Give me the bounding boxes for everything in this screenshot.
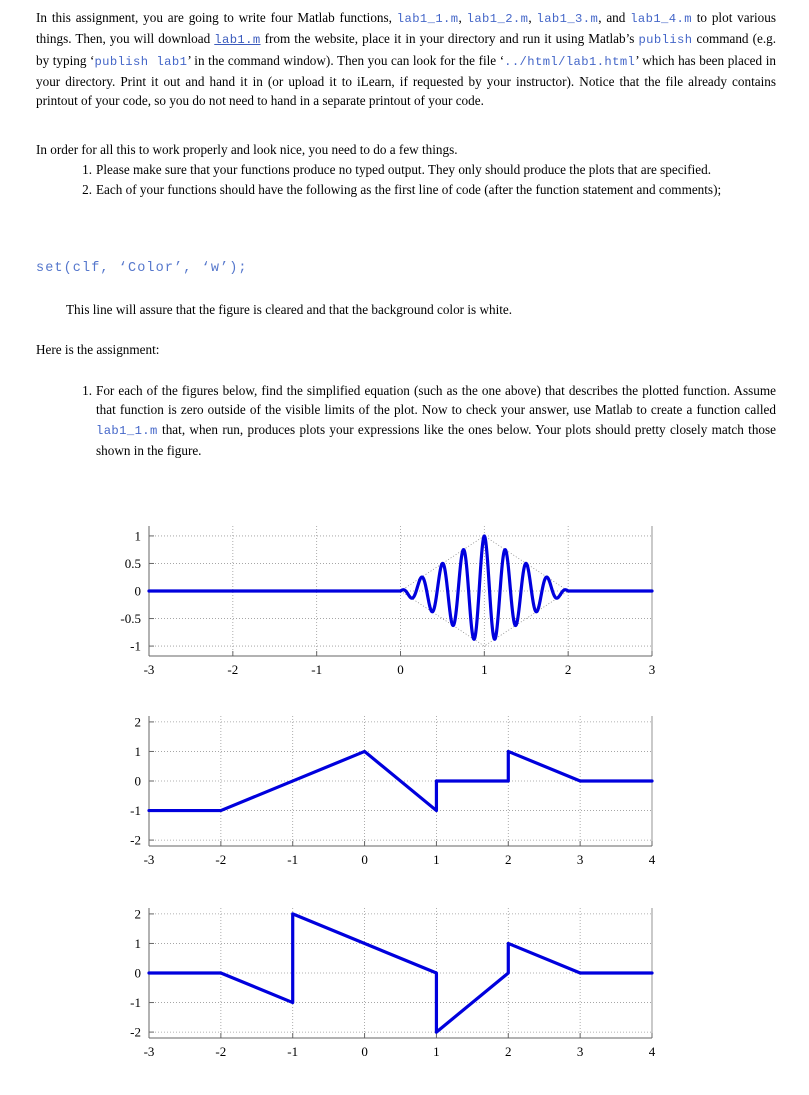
figure-plot-3 [0, 886, 809, 1064]
intro-text-f: ’ in the command window). Then you can look for the file ‘ [187, 52, 505, 68]
x-tick-label: 1 [481, 662, 488, 677]
code-note-paragraph: This line will assure that the figure is cleared and that the background color is white. [66, 302, 513, 317]
y-tick-label: -1 [130, 803, 141, 819]
code-html-path: ../html/lab1.html [504, 54, 636, 69]
x-tick-label: 2 [505, 852, 512, 867]
intro-sep-1: , [458, 10, 467, 25]
list-item-label: Each of your functions should have the following as the first line of code (after the function statement and comments); [96, 182, 722, 198]
list-item [36, 160, 776, 179]
y-tick-label: 0 [134, 965, 141, 981]
x-tick-label: -1 [311, 662, 323, 677]
code-block-setclf: set(clf, ‘Color’, ‘w’); [36, 261, 248, 276]
assignment-text-b: that, when run, produces plots your expressions like the ones below. Your plots should pretty closely match those shown in the figure. [96, 421, 776, 458]
y-tick-label: -0.5 [120, 611, 141, 627]
intro-sep-2: , [528, 10, 537, 25]
plot-3-wrapper [0, 886, 809, 1064]
code-lab1-2: lab1_2.m [466, 12, 529, 26]
plot-1-wrapper [0, 508, 809, 693]
order-intro-text: In order for all this to work properly and look nice, you need to do a few things. [36, 142, 458, 157]
x-tick-label: 0 [397, 662, 404, 677]
assignment-text-a: For each of the figures below, find the simplified equation (such as the one above) that describes the plotted function. Assume that function is zero outside of the visible limits of the plot. Now to check your answer, use Matlab to create a function called [96, 383, 776, 418]
x-tick-label: 1 [433, 1044, 440, 1059]
y-tick-label: 0 [134, 773, 141, 789]
here-is-assignment-paragraph: Here is the assignment: [36, 342, 160, 357]
code-lab1-1-assign: lab1_1.m [96, 423, 158, 438]
code-lab1-4: lab1_4.m [630, 12, 692, 26]
x-tick-label: 0 [361, 852, 368, 867]
x-tick-label: -3 [143, 662, 155, 677]
x-tick-label: 4 [648, 1044, 656, 1059]
x-tick-label: -1 [287, 852, 299, 867]
x-tick-label: -3 [143, 852, 155, 867]
x-tick-label: 3 [648, 662, 656, 677]
y-tick-label: 0.5 [124, 555, 141, 571]
code-publish-lab1: publish lab1 [94, 54, 188, 69]
code-publish: publish [638, 33, 693, 48]
x-tick-label: -3 [143, 1044, 155, 1059]
y-tick-label: -2 [130, 1024, 141, 1040]
x-tick-label: 2 [505, 1044, 512, 1059]
y-tick-label: 1 [134, 743, 141, 759]
y-tick-label: 2 [134, 714, 141, 730]
order-intro-paragraph [36, 140, 776, 159]
y-tick-label: -2 [130, 832, 141, 848]
plot-data-line [149, 536, 652, 639]
y-tick-label: 1 [134, 528, 141, 544]
y-tick-label: -1 [130, 995, 141, 1011]
y-tick-label: 1 [134, 935, 141, 951]
x-tick-label: 3 [576, 1044, 584, 1059]
list-item [36, 180, 776, 199]
x-tick-label: 0 [361, 1044, 368, 1059]
intro-text-c: to plot various things. Then, you will download [36, 10, 777, 47]
intro-text-a: In this assignment, you are going to write four Matlab functions, [36, 10, 397, 25]
y-tick-label: 0 [134, 583, 141, 599]
list-item-number: 1. [82, 162, 92, 177]
plot-2-wrapper [0, 696, 809, 874]
x-tick-label: -2 [227, 662, 239, 677]
list-item [36, 381, 776, 460]
list-item-number: 1. [82, 383, 92, 398]
intro-text-d: from the website, place it in your directory and run it using Matlab’s [260, 31, 639, 47]
figure-plot-1 [0, 508, 809, 693]
y-tick-label: 2 [134, 906, 141, 922]
intro-paragraph-text [36, 8, 776, 110]
code-lab1-1: lab1_1.m [396, 12, 459, 26]
plot-data-line [149, 914, 652, 1032]
x-tick-label: -2 [215, 852, 227, 867]
x-tick-label: 2 [564, 662, 572, 677]
assignment-list [36, 381, 776, 461]
intro-text-b: , and [598, 10, 631, 25]
plot-2-svg [0, 696, 809, 874]
x-tick-label: 3 [576, 852, 584, 867]
x-tick-label: 4 [648, 852, 656, 867]
x-tick-label: -1 [287, 1044, 299, 1059]
intro-text-e: command (e.g. by typing ‘ [36, 31, 777, 68]
plot-3-svg [0, 886, 809, 1064]
requirements-list [36, 160, 776, 201]
x-tick-label: 1 [433, 852, 440, 867]
code-lab1-3: lab1_3.m [536, 12, 599, 26]
lab1-m-download-link[interactable]: lab1.m [214, 33, 261, 48]
list-item-label: Please make sure that your functions produce no typed output. They only should produce the plots that are specified. [96, 162, 712, 177]
x-tick-label: -2 [215, 1044, 227, 1059]
intro-paragraph [36, 8, 776, 110]
intro-text-g: ’ which has been placed in your directory. Print it out and hand it in (or upload it to iLearn, if requested by your instructor). Notice that the file already contains printout of your code, so you do not need to hand in a separate printout of your code. [36, 52, 776, 109]
plot-1-svg [0, 508, 809, 693]
figure-plot-2 [0, 696, 809, 874]
list-item-number: 2. [82, 182, 92, 198]
y-tick-label: -1 [130, 638, 141, 654]
